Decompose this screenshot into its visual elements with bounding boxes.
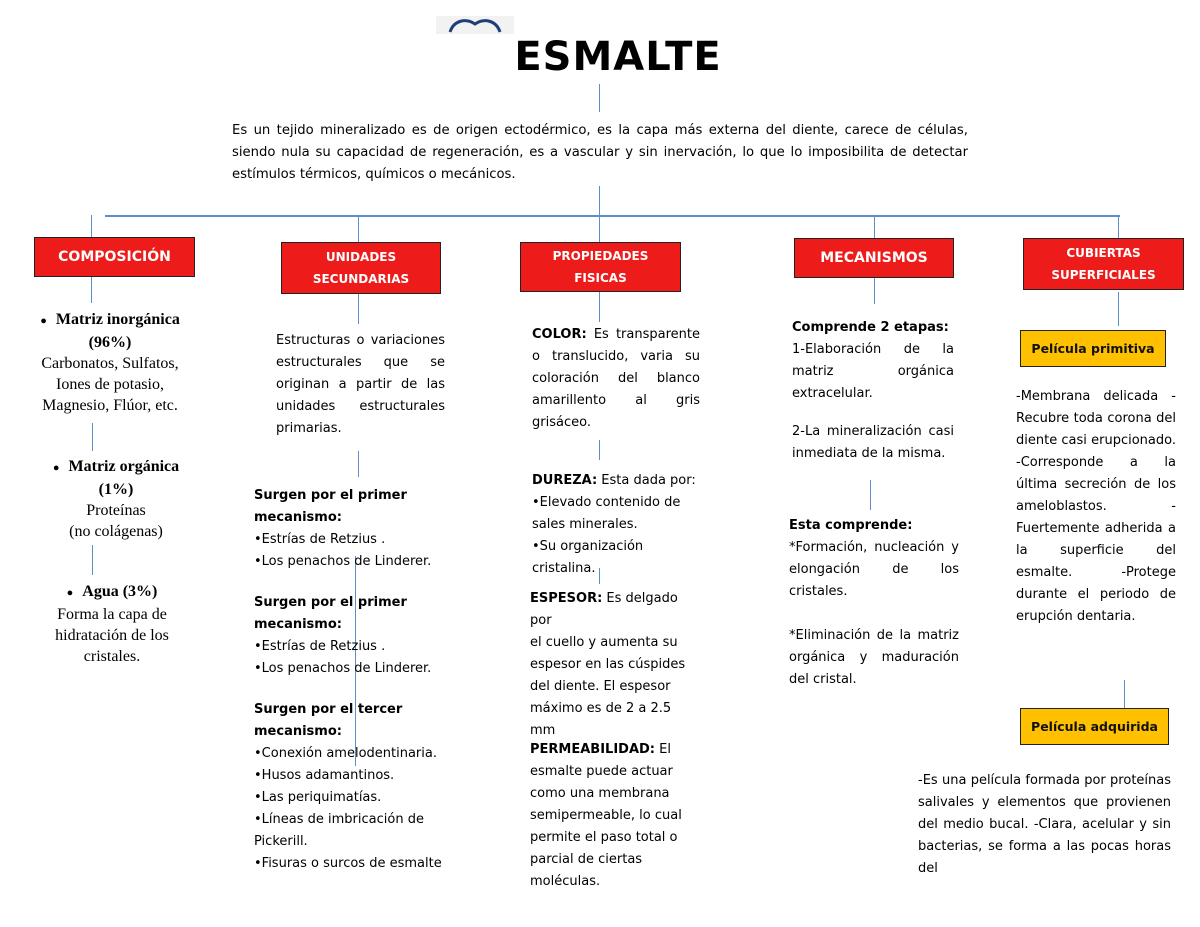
category-mecanismos [794, 238, 954, 278]
property-line: mm [530, 723, 556, 738]
property-line: permite el paso total o [530, 830, 678, 845]
property-label: COLOR: [532, 327, 587, 342]
group-item: •Estrías de Retzius . [254, 639, 386, 654]
propiedad-permeabilidad [530, 739, 702, 893]
pelicula-label: Película primitiva [1031, 341, 1155, 356]
connector [91, 277, 92, 303]
page-title: ESMALTE [514, 34, 722, 80]
property-label: ESPESOR: [530, 591, 603, 606]
pelicula-label: Película adquirida [1031, 719, 1158, 734]
propiedad-color [532, 324, 700, 434]
pelicula-adquirida-text: -Es una película formada por proteínas salivales y elementos que provienen del medio bucal. -Clara, acelular y sin bacterias, se forma a las pocas horas del [918, 773, 1171, 876]
property-label: DUREZA: [532, 473, 598, 488]
bullet-icon: ● [66, 587, 74, 599]
category-unidades-secundarias [281, 242, 441, 294]
group-title: Surgen por el tercer mecanismo: [254, 702, 403, 739]
property-line: cristalina. [532, 561, 596, 576]
category-label: PROPIEDADES [552, 249, 649, 263]
mecanismos-item: *Eliminación de la matriz orgánica y maduración del cristal. [789, 628, 959, 687]
category-label: COMPOSICIÓN [58, 249, 171, 265]
pelicula-adquirida-box [1020, 708, 1169, 745]
property-line: semipermeable, lo cual [530, 808, 682, 823]
group-item: •Las periquimatías. [254, 790, 382, 805]
agua-line: hidratación de los [55, 627, 169, 644]
category-label: SUPERFICIALES [1051, 268, 1156, 282]
property-label: PERMEABILIDAD: [530, 742, 656, 757]
group-title: Surgen por el primer mecanismo: [254, 488, 407, 525]
connector [599, 440, 600, 460]
category-label: SECUNDARIAS [312, 272, 410, 286]
property-line: sales minerales. [532, 517, 638, 532]
group-item: •Estrías de Retzius . [254, 532, 386, 547]
group-item: Pickerill. [254, 834, 308, 849]
group-item: •Conexión amelodentinaria. [254, 746, 437, 761]
mecanismos-etapas [792, 317, 954, 465]
unidades-description: Estructuras o variaciones estructurales que se originan a partir de las unidades estructurales primarias. [276, 333, 445, 436]
connector [599, 186, 600, 216]
organica-line: Proteínas [86, 502, 146, 519]
connector [358, 451, 359, 477]
connector [92, 545, 93, 575]
pelicula-primitiva-box [1020, 330, 1166, 367]
connector [105, 215, 1120, 217]
mecanismos-title: Comprende 2 etapas: [792, 320, 949, 335]
propiedad-espesor [530, 588, 700, 742]
inorganica-pct: (96%) [88, 334, 132, 351]
unidades-group-3 [254, 699, 494, 875]
category-propiedades-fisicas [520, 242, 681, 292]
connector [358, 294, 359, 324]
connector [599, 84, 600, 112]
organica-title: Matriz orgánica [68, 458, 180, 475]
group-item: •Husos adamantinos. [254, 768, 395, 783]
composicion-organica [26, 456, 206, 542]
composicion-inorganica [20, 309, 200, 416]
property-line: espesor en las cúspides [530, 657, 686, 672]
agua-title: Agua (3%) [82, 583, 158, 600]
propiedad-dureza [532, 470, 707, 580]
mecanismos-item: 2-La mineralización casi inmediata de la misma. [792, 424, 954, 461]
property-line: máximo es de 2 a 2.5 [530, 701, 672, 716]
unidades-group-1 [254, 485, 494, 573]
mecanismos-title: Esta comprende: [789, 518, 913, 533]
category-label: UNIDADES [325, 250, 397, 264]
group-item: •Líneas de imbricación de [254, 812, 424, 827]
agua-line: cristales. [83, 648, 141, 665]
organica-pct: (1%) [98, 481, 134, 498]
category-label: MECANISMOS [820, 250, 928, 266]
property-text: Esta dada por: [597, 473, 696, 488]
pelicula-primitiva-text: -Membrana delicada -Recubre toda corona del diente casi erupcionado. -Corresponde a la última secreción de los ameloblastos. -Fuertemente adherida a la superficie del esmalte. -Protege durante el periodo de erupción dentaria. [1016, 389, 1176, 624]
connector [599, 215, 600, 242]
connector [1124, 680, 1125, 710]
property-line: •Elevado contenido de [532, 495, 681, 510]
property-text: Es transparente o translucido, varia su coloración del blanco amarillento al gris grisáceo. [532, 327, 700, 430]
tooth-logo [436, 16, 514, 34]
intro-text: Es un tejido mineralizado es de origen ectodérmico, es la capa más externa del diente, carece de células, siendo nula su capacidad de regeneración, es a vascular y sin inervación, lo que lo imposibilita de detectar estímulos térmicos, químicos o mecánicos. [232, 123, 968, 182]
category-cubiertas-superficiales [1023, 238, 1184, 290]
bullet-icon: ● [52, 462, 60, 474]
inorganica-title: Matriz inorgánica [55, 311, 180, 328]
group-item: •Fisuras o surcos de esmalte [254, 856, 442, 871]
property-line: como una membrana [530, 786, 670, 801]
connector [1118, 292, 1119, 326]
category-composicion [34, 237, 195, 277]
group-item: •Los penachos de Linderer. [254, 554, 432, 569]
category-label: CUBIERTAS [1066, 246, 1141, 260]
connector [874, 278, 875, 304]
inorganica-line: Iones de potasio, [56, 376, 164, 393]
inorganica-line: Carbonatos, Sulfatos, [41, 355, 179, 372]
connector [599, 292, 600, 322]
unidades-group-2 [254, 592, 494, 680]
connector [870, 480, 871, 510]
mecanismos-comprende [789, 515, 959, 691]
connector [1118, 215, 1119, 238]
category-label: FISICAS [574, 271, 627, 285]
connector [358, 215, 359, 242]
property-line: del diente. El espesor [530, 679, 671, 694]
property-line: el cuello y aumenta su [530, 635, 678, 650]
property-text: Es delgado por [530, 591, 678, 628]
property-line: •Su organización [532, 539, 644, 554]
agua-line: Forma la capa de [57, 606, 167, 623]
mecanismos-item: *Formación, nucleación y elongación de los cristales. [789, 540, 959, 599]
group-item: •Los penachos de Linderer. [254, 661, 432, 676]
property-text: El [655, 742, 671, 757]
bullet-icon: ● [40, 315, 47, 327]
property-line: parcial de ciertas [530, 852, 643, 867]
property-line: esmalte puede actuar [530, 764, 673, 779]
organica-line: (no colágenas) [69, 523, 163, 540]
property-line: moléculas. [530, 874, 601, 889]
group-title: Surgen por el primer mecanismo: [254, 595, 407, 632]
inorganica-line: Magnesio, Flúor, etc. [42, 397, 178, 414]
connector [92, 423, 93, 451]
mecanismos-item: 1-Elaboración de la matriz orgánica extracelular. [792, 342, 954, 401]
composicion-agua [22, 581, 202, 667]
connector [91, 215, 92, 237]
connector [874, 215, 875, 238]
